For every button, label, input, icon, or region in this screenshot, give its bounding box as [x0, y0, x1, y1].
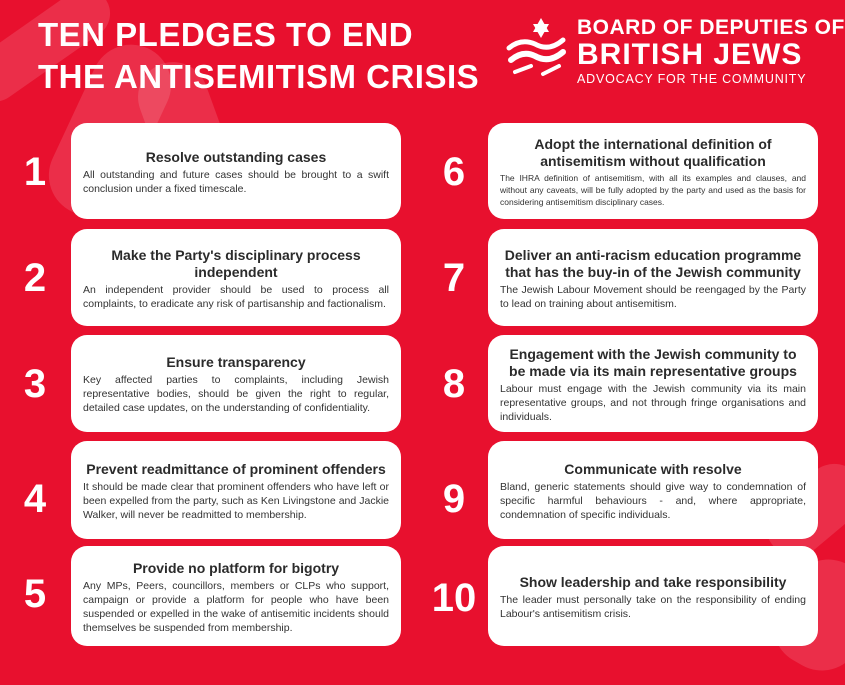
pledge-card [488, 123, 818, 219]
pledge-body: Any MPs, Peers, councillors, members or CLPs who support, campaign or provide a platform for people who have been suspended or expelled in the wake of antisemitic incidents should themselves be suspended from membership. [83, 579, 389, 634]
pledge-number: 8 [442, 362, 466, 406]
pledge-number: 3 [23, 362, 47, 406]
pledge-title: Adopt the international definition of antisemitism without qualification [534, 136, 772, 169]
pledge-number: 5 [23, 572, 47, 616]
pledge-number: 4 [23, 477, 47, 521]
title-line-2: THE ANTISEMITISM CRISIS [38, 58, 480, 95]
logo-line-1: BOARD OF DEPUTIES OF [577, 16, 845, 39]
pledge-body: An independent provider should be used to process all complaints, to eradicate any risk of partisanship and factionalism. [83, 283, 389, 310]
pledge-body: Key affected parties to complaints, including Jewish representative bodies, should be given the right to regular, detailed case updates, on the understanding of confidentiality. [83, 374, 389, 414]
pledge-number: 10 [431, 576, 477, 620]
pledge-number: 2 [23, 256, 47, 300]
pledge-card [488, 441, 818, 539]
pledge-title: Engagement with the Jewish community to be made via its main representative groups [509, 345, 797, 379]
pledge-card [71, 546, 401, 646]
pledge-title: Resolve outstanding cases [145, 148, 327, 165]
title-line-1: TEN PLEDGES TO END [38, 16, 414, 53]
pledge-body: Labour must engage with the Jewish community via its main representative groups, and not through fringe organisations and individuals. [500, 382, 806, 423]
pledge-card [488, 229, 818, 326]
pledge-title: Make the Party's disciplinary process independent [111, 246, 361, 280]
pledge-number: 1 [23, 150, 47, 194]
pledge-card [488, 546, 818, 646]
pledge-body: The IHRA definition of antisemitism, with all its examples and clauses, and without any caveats, will be fully adopted by the party and used as the basis for considering antisemitism disciplinary cases. [500, 173, 806, 207]
logo-line-3: ADVOCACY FOR THE COMMUNITY [577, 72, 807, 86]
pledge-card [488, 335, 818, 432]
pledge-body: The Jewish Labour Movement should be reengaged by the Party to lead on training about antisemitism. [500, 283, 806, 310]
logo-line-2: BRITISH JEWS [577, 38, 803, 71]
star-of-david-flag-icon [505, 16, 569, 80]
pledge-card [71, 229, 401, 326]
pledge-title: Ensure transparency [166, 354, 306, 370]
pledge-title: Show leadership and take responsibility [519, 573, 787, 590]
board-of-deputies-logo [505, 16, 845, 88]
pledge-body: Bland, generic statements should give way to condemnation of specific harmful behaviours - and, where appropriate, condemnation of specific individuals. [500, 480, 806, 521]
pledge-card [71, 123, 401, 219]
pledge-number: 9 [442, 477, 466, 521]
pledge-title: Prevent readmittance of prominent offenders [86, 460, 386, 477]
pledge-card [71, 335, 401, 432]
pledge-body: All outstanding and future cases should be brought to a swift conclusion under a fixed timescale. [83, 168, 389, 195]
page-title [38, 14, 479, 98]
pledge-number: 7 [442, 256, 466, 300]
pledge-number: 6 [442, 150, 466, 194]
pledge-body: It should be made clear that prominent offenders who have left or been expelled from the party, such as Ken Livingstone and Jackie Walker, will never be readmitted to membership. [83, 480, 389, 521]
pledge-title: Provide no platform for bigotry [132, 559, 340, 576]
pledge-title: Communicate with resolve [564, 460, 742, 477]
pledge-body: The leader must personally take on the responsibility of ending Labour's antisemitism crisis. [500, 593, 806, 620]
pledge-card [71, 441, 401, 539]
pledge-title: Deliver an anti-racism education programme that has the buy-in of the Jewish community [504, 246, 802, 280]
